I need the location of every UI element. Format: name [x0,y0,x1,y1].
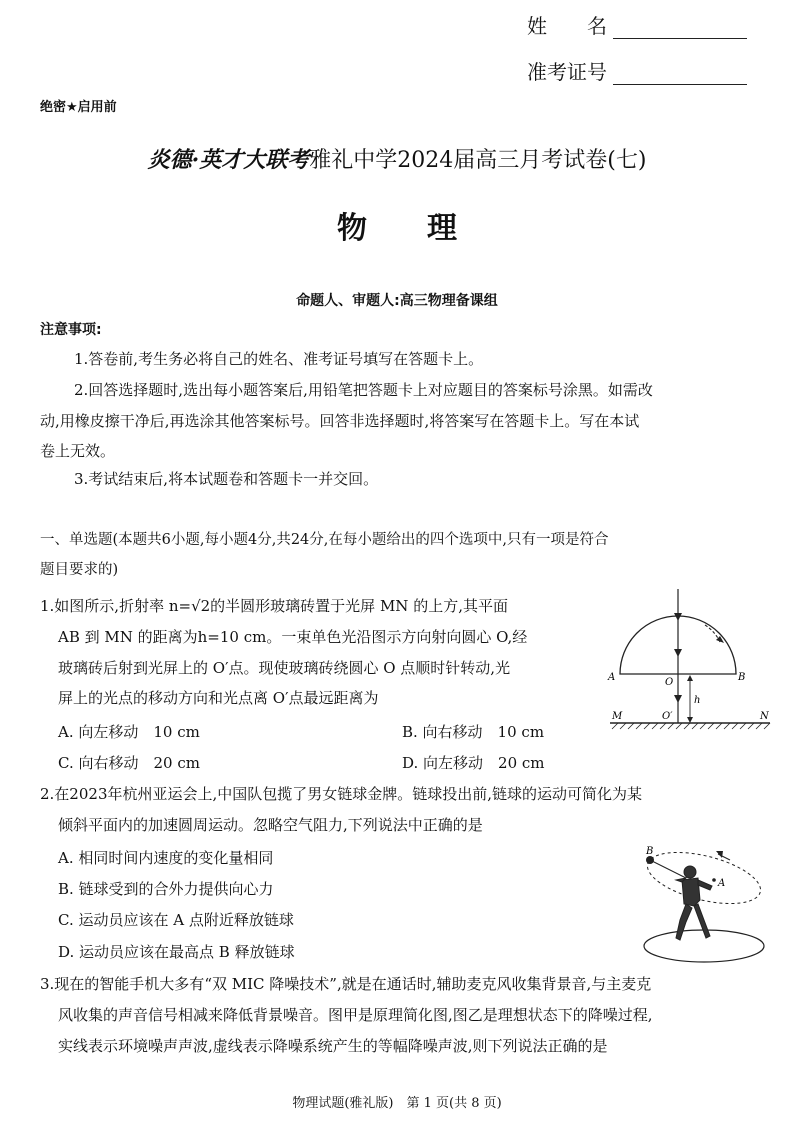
q1-figure [600,587,780,735]
id-field [527,56,747,85]
notes-heading: 注意事项: [40,322,102,338]
note-2a: 2.回答选择题时,选出每小题答案后,用铅笔把答题卡上对应题目的答案标号涂黑。如需改 [74,381,653,399]
id-blank[interactable] [613,64,747,85]
fig-label-b: B [738,672,746,683]
secret-mark: 绝密★启用前 [40,100,117,115]
title-rest: 雅礼中学2024届高三月考试卷(七) [309,148,647,173]
q2-option-b[interactable]: B. 链球受到的合外力提供向心力 [58,880,274,898]
motion-arrow-icon [716,851,723,858]
q2-option-a[interactable]: A. 相同时间内速度的变化量相同 [58,849,274,867]
exam-title [0,143,794,174]
note-2c: 卷上无效。 [40,442,116,460]
q1-line-2: AB 到 MN 的距离为h=10 cm。一束单色光沿图示方向射向圆心 O,经 [58,628,528,646]
q3-line-1: 3.现在的智能手机大多有“双 MIC 降噪技术”,就是在通话时,辅助麦克风收集背景音,与主麦克 [40,975,652,993]
page-footer: 物理试题(雅礼版) 第 1 页(共 8 页) [292,1096,502,1111]
throwing-circle [644,930,764,962]
note-1: 1.答卷前,考生务必将自己的姓名、准考证号填写在答题卡上。 [74,350,484,368]
fig-label-m: M [612,711,623,722]
section-heading-cont: 题目要求的) [40,562,119,578]
q1-option-d[interactable]: D. 向左移动 20 cm [402,754,545,772]
q2-figure [632,840,772,966]
fig-label-b: B [646,846,654,857]
note-2b: 动,用橡皮擦干净后,再选涂其他答案标号。回答非选择题时,将答案写在答题卡上。写在本试 [40,412,640,430]
q1-option-c[interactable]: C. 向右移动 20 cm [58,754,200,772]
q2-line-1: 2.在2023年杭州亚运会上,中国队包揽了男女链球金牌。链球投出前,链球的运动可简化为某 [40,785,643,803]
ray-arrow-icon [674,695,682,703]
q1-option-a[interactable]: A. 向左移动 10 cm [58,723,200,741]
q3-line-2: 风收集的声音信号相减来降低背景噪音。图甲是原理简化图,图乙是理想状态下的降噪过程, [58,1006,653,1024]
fig-label-o: O [665,677,674,688]
name-label: 姓 名 [527,14,607,38]
fig-label-o-prime: O′ [662,711,673,722]
q1-line-4: 屏上的光点的移动方向和光点离 O′点最远距离为 [58,689,379,707]
ray-arrow-icon [674,649,682,657]
ray-arrow-icon [674,613,682,621]
id-label: 准考证号 [527,60,607,84]
q1-option-b[interactable]: B. 向右移动 10 cm [402,723,545,741]
fig-label-h: h [694,695,701,706]
screen-hatching [612,723,770,729]
section-heading: 一、单选题(本题共6小题,每小题4分,共24分,在每小题给出的四个选项中,只有一项是符合 [40,532,609,548]
authors: 命题人、审题人:高三物理备课组 [296,293,498,309]
subject-title: 物 理 [337,211,457,246]
fig-label-a: A [718,878,726,889]
fig-label-n: N [760,711,769,722]
q1-line-3: 玻璃砖后射到光屏上的 O′点。现使玻璃砖绕圆心 O 点顺时针转动,光 [58,659,511,677]
athlete-figure [676,866,712,940]
fig-label-a: A [608,672,616,683]
name-blank[interactable] [613,18,747,39]
hammer-path [642,843,765,914]
note-3: 3.考试结束后,将本试题卷和答题卡一并交回。 [74,470,379,488]
q2-line-2: 倾斜平面内的加速圆周运动。忽略空气阻力,下列说法中正确的是 [58,816,483,834]
title-brand: 炎德·英才大联考 [147,147,310,173]
q1-line-1: 1.如图所示,折射率 n=√2的半圆形玻璃砖置于光屏 MN 的上方,其平面 [40,597,508,615]
name-field [527,10,747,39]
q2-option-c[interactable]: C. 运动员应该在 A 点附近释放链球 [58,911,294,929]
q2-option-d[interactable]: D. 运动员应该在最高点 B 释放链球 [58,943,295,961]
q3-line-3: 实线表示环境噪声声波,虚线表示降噪系统产生的等幅降噪声波,则下列说法正确的是 [58,1037,608,1055]
